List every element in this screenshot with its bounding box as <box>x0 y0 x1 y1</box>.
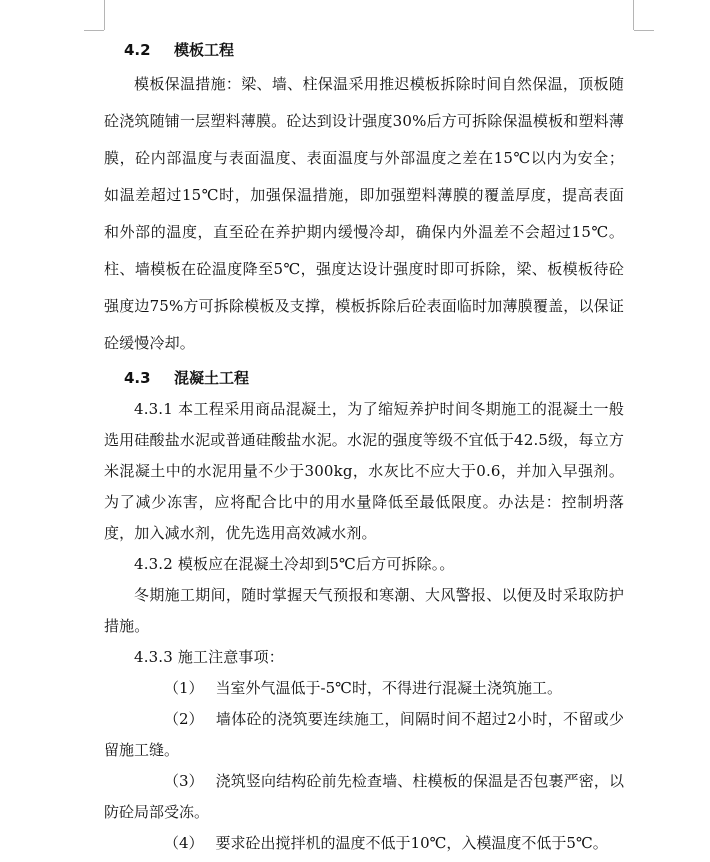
list-item <box>104 704 624 766</box>
list-item-text: 浇筑竖向结构砼前先检查墙、柱模板的保温是否包裹严密，以防砼局部受冻。 <box>104 772 624 821</box>
list-item <box>104 766 624 828</box>
list-item-label: （2） <box>164 710 204 728</box>
section-4-3-number: 4.3 <box>124 369 151 387</box>
list-item-text: 要求砼出搅拌机的温度不低于10℃，入模温度不低于5℃。 <box>215 834 608 852</box>
paragraph-winter-construction: 冬期施工期间，随时掌握天气预报和寒潮、大风警报、以便及时采取防护措施。 <box>104 586 624 635</box>
list-item-text: 墙体砼的浇筑要连续施工，间隔时间不超过2小时，不留或少留施工缝。 <box>104 710 624 759</box>
section-4-2-heading <box>124 34 624 66</box>
list-item-label: （4） <box>164 834 204 852</box>
list-item-label: （3） <box>164 772 204 790</box>
document-body <box>104 34 624 859</box>
list-item <box>104 828 624 859</box>
crop-mark-top-right-horizontal <box>634 30 654 31</box>
section-4-2-paragraph: 模板保温措施：梁、墙、柱保温采用推迟模板拆除时间自然保温，顶板随砼浇筑随铺一层塑料薄膜。砼达到设计强度30%后方可拆除保温模板和塑料薄膜，砼内部温度与表面温度、表面温度与外部温度之差在15℃以内为安全；如温差超过15℃时，加强保温措施，即加强塑料薄膜的覆盖厚度，提高表面和外部的温度，直至砼在养护期内缓慢冷却，确保内外温差不会超过15℃。柱、墙模板在砼温度降至5℃，强度达设计强度时即可拆除，梁、板模板待砼强度边75%方可拆除模板及支撑，模板拆除后砼表面临时加薄膜覆盖，以保证砼缓慢冷却。 <box>104 75 624 352</box>
crop-mark-top-left-horizontal <box>84 30 104 31</box>
paragraph-4-3-1: 4.3.1 本工程采用商品混凝土，为了缩短养护时间冬期施工的混凝土一般选用硅酸盐水泥或普通硅酸盐水泥。水泥的强度等级不宜低于42.5级，每立方米混凝土中的水泥用量不少于300kg，水灰比不应大于0.6，并加入早强剂。为了减少冻害，应将配合比中的用水量降低至最低限度。办法是：控制坍落度，加入减水剂，优先选用高效减水剂。 <box>104 400 624 542</box>
section-4-2-number: 4.2 <box>124 41 151 59</box>
crop-mark-top-left-vertical <box>104 0 105 30</box>
crop-mark-top-right-vertical <box>633 0 634 30</box>
section-4-2-title: 模板工程 <box>174 41 235 59</box>
list-item-label: （1） <box>164 679 204 697</box>
paragraph-4-3-3: 4.3.3 施工注意事项： <box>134 648 284 666</box>
list-item <box>104 673 624 704</box>
paragraph-4-3-2: 4.3.2 模板应在混凝土冷却到5℃后方可拆除。。 <box>134 555 455 573</box>
section-4-3-title: 混凝土工程 <box>174 369 250 387</box>
list-item-text: 当室外气温低于-5℃时，不得进行混凝土浇筑施工。 <box>215 679 562 697</box>
section-4-3-heading <box>124 362 624 394</box>
